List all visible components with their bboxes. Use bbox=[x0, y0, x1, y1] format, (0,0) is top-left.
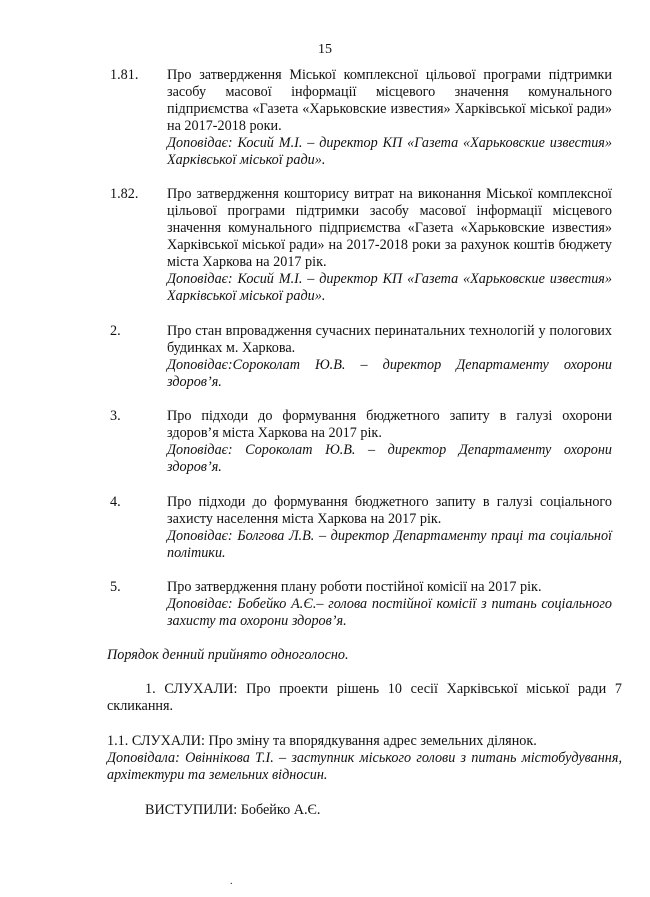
agenda-item-5 bbox=[110, 579, 612, 630]
item-text: Про затвердження плану роботи постійної комісії на 2017 рік. bbox=[167, 579, 542, 595]
item-number: 1.81. bbox=[110, 67, 139, 83]
item-text: Про підходи до формування бюджетного запиту в галузі охорони здоров’я міста Харкова на 2017 рік. bbox=[167, 408, 612, 441]
agenda-item-2 bbox=[110, 323, 612, 391]
item-reporter: Доповідає: Косий М.І. – директор КП «Газета «Харьковские известия» Харківської міської ради». bbox=[167, 135, 612, 168]
item-reporter: Доповідає: Бобейко А.Є.– голова постійної комісії з питань соціального захисту та охорони здоров’я. bbox=[167, 596, 612, 629]
item-text: Про затвердження Міської комплексної цільової програми підтримки засобу масової інформації місцевого значення комунального підприємства «Газета «Харьковские известия» Харківської міської ради» на 2017-2018 роки. bbox=[167, 67, 612, 134]
reporter-item-1-1: Доповідала: Овіннікова Т.І. – заступник міського голови з питань містобудування, архітектури та земельних відносин. bbox=[107, 750, 622, 783]
item-number: 4. bbox=[110, 494, 121, 510]
item-reporter: Доповідає: Сороколат Ю.В. – директор Департаменту охорони здоров’я. bbox=[167, 442, 612, 475]
agenda-item-1-82 bbox=[110, 186, 612, 305]
item-number: 1.82. bbox=[110, 186, 139, 202]
item-number: 2. bbox=[110, 323, 121, 339]
item-reporter: Доповідає:Сороколат Ю.В. – директор Департаменту охорони здоров’я. bbox=[167, 357, 612, 390]
item-reporter: Доповідає: Болгова Л.В. – директор Департаменту праці та соціальної політики. bbox=[167, 528, 612, 561]
item-text: Про затвердження кошторису витрат на виконання Міської комплексної цільової програми підтримки засобу масової інформації місцевого значення комунального підприємства «Газета «Харьковские известия» Харківської міської ради» на 2017-2018 роки за рахунок коштів бюджету міста Харкова на 2017 рік. bbox=[167, 186, 612, 270]
agenda-adopted-note: Порядок денний прийнято одноголосно. bbox=[107, 647, 349, 663]
heard-item-1-1: 1.1. СЛУХАЛИ: Про зміну та впорядкування адрес земельних ділянок. bbox=[107, 733, 537, 749]
agenda-item-4 bbox=[110, 494, 612, 562]
item-text: Про підходи до формування бюджетного запиту в галузі соціального захисту населення міста Харкова на 2017 рік. bbox=[167, 494, 612, 527]
item-number: 3. bbox=[110, 408, 121, 424]
page-mark-dot: . bbox=[230, 876, 233, 887]
item-reporter: Доповідає: Косий М.І. – директор КП «Газета «Харьковские известия» Харківської міської ради». bbox=[167, 271, 612, 304]
page-number: 15 bbox=[318, 42, 332, 57]
agenda-item-1-81 bbox=[110, 67, 612, 169]
agenda-item-3 bbox=[110, 408, 612, 476]
heard-item-1: 1. СЛУХАЛИ: Про проекти рішень 10 сесії Харківської міської ради 7 скликання. bbox=[107, 681, 622, 714]
spoke-line: ВИСТУПИЛИ: Бобейко А.Є. bbox=[145, 802, 321, 818]
item-text: Про стан впровадження сучасних перинатальних технологій у пологових будинках м. Харкова. bbox=[167, 323, 612, 356]
item-number: 5. bbox=[110, 579, 121, 595]
